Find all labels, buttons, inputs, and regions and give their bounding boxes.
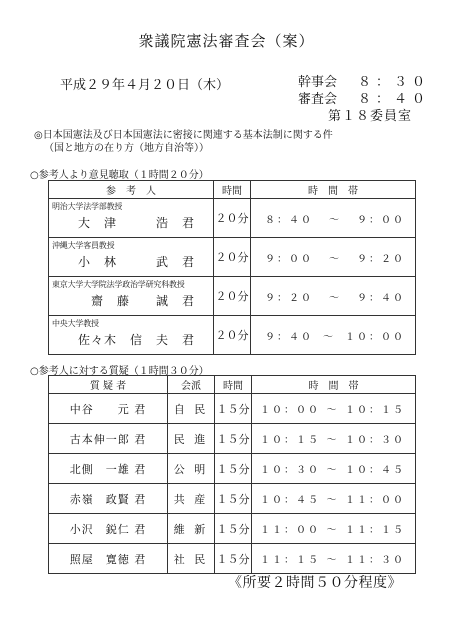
slot-separator: ～ bbox=[326, 435, 339, 446]
meeting-room: 第１８委員室 bbox=[327, 109, 412, 124]
questioner-party: 社 民 bbox=[168, 544, 215, 574]
questioner-slot bbox=[252, 544, 416, 574]
total-duration-note: 《所要２時間５０分程度》 bbox=[228, 575, 402, 591]
witness-cell bbox=[49, 316, 214, 355]
slot-separator: ～ bbox=[326, 495, 339, 506]
witness-cell bbox=[49, 199, 214, 238]
witness-row bbox=[49, 238, 416, 277]
questioner-duration: １５分 bbox=[215, 424, 252, 454]
slot-start: １０：３０ bbox=[260, 465, 320, 476]
header-duration: 時間 bbox=[214, 181, 251, 199]
questioner-name: 小沢 鋭仁 君 bbox=[49, 514, 168, 544]
witness-slot bbox=[251, 316, 416, 355]
header-slot: 時 間 帯 bbox=[252, 376, 416, 394]
slot-separator: ～ bbox=[329, 292, 341, 304]
questioner-party: 公 明 bbox=[168, 454, 215, 484]
questioner-party: 共 産 bbox=[168, 484, 215, 514]
questioning-table bbox=[48, 375, 416, 574]
slot-separator: ～ bbox=[329, 253, 341, 265]
witness-name: 大 津 浩 君 bbox=[77, 216, 195, 230]
time-slot bbox=[251, 211, 415, 226]
time-slot bbox=[252, 551, 415, 566]
meeting-schedule bbox=[298, 74, 430, 125]
slot-separator: ～ bbox=[326, 525, 339, 536]
header-person: 参 考 人 bbox=[49, 181, 214, 199]
witness-duration: ２０分 bbox=[214, 199, 251, 238]
questioner-slot bbox=[252, 424, 416, 454]
slot-start: ８：４０ bbox=[265, 214, 313, 226]
witness-name: 齋 藤 誠 君 bbox=[90, 294, 195, 308]
witness-name: 佐々木 信 夫 君 bbox=[77, 333, 195, 347]
witness-affiliation: 中央大学教授 bbox=[52, 319, 99, 328]
agenda-subject bbox=[34, 129, 333, 155]
slot-end: １０：１５ bbox=[345, 405, 405, 416]
slot-end: ９：２０ bbox=[357, 253, 405, 265]
time-slot bbox=[252, 521, 415, 536]
questioner-party: 自 民 bbox=[168, 394, 215, 424]
time-slot bbox=[252, 461, 415, 476]
slot-end: １１：００ bbox=[345, 495, 405, 506]
witness-slot bbox=[251, 199, 416, 238]
questioner-slot bbox=[252, 514, 416, 544]
agenda-subject-line2: （国と地方の在り方（地方自治等）） bbox=[44, 143, 209, 154]
kanjikai-time: ８：３０ bbox=[358, 75, 431, 90]
questioner-slot bbox=[252, 484, 416, 514]
slot-end: ９：００ bbox=[357, 214, 405, 226]
slot-start: ９：２０ bbox=[265, 292, 313, 304]
agenda-subject-line1: ◎日本国憲法及び日本国憲法に密接に関連する基本法制に関する件 bbox=[34, 130, 333, 141]
meeting-date: 平成２９年４月２０日（木） bbox=[60, 78, 230, 93]
questioner-row bbox=[49, 454, 416, 484]
slot-end: ９：４０ bbox=[357, 292, 405, 304]
kanjikai-label: 幹事会 bbox=[298, 75, 338, 90]
witness-row bbox=[49, 277, 416, 316]
slot-separator: ～ bbox=[326, 405, 339, 416]
slot-separator: ～ bbox=[323, 331, 335, 343]
time-slot bbox=[252, 401, 415, 416]
questioner-duration: １５分 bbox=[215, 454, 252, 484]
witness-table bbox=[48, 180, 416, 355]
questioner-duration: １５分 bbox=[215, 544, 252, 574]
shinsakai-time: ８：４０ bbox=[358, 92, 431, 107]
witness-row bbox=[49, 316, 416, 355]
shinsakai-row bbox=[298, 91, 430, 108]
header-party: 会派 bbox=[168, 376, 215, 394]
questioner-slot bbox=[252, 394, 416, 424]
questioner-name: 中谷 元 君 bbox=[49, 394, 168, 424]
witness-name: 小 林 武 君 bbox=[77, 255, 195, 269]
questioner-name: 北側 一雄 君 bbox=[49, 454, 168, 484]
questioner-duration: １５分 bbox=[215, 514, 252, 544]
section2-heading: ○参考人に対する質疑（１時間３０分） bbox=[30, 366, 209, 377]
witness-affiliation: 沖縄大学客員教授 bbox=[52, 241, 115, 250]
slot-end: １０：４５ bbox=[345, 465, 405, 476]
section1-heading: ○参考人より意見聴取（１時間２０分） bbox=[30, 170, 209, 181]
witness-row bbox=[49, 199, 416, 238]
time-slot bbox=[251, 250, 415, 265]
questioner-party: 維 新 bbox=[168, 514, 215, 544]
slot-separator: ～ bbox=[326, 465, 339, 476]
questioner-party: 民 進 bbox=[168, 424, 215, 454]
header-slot: 時 間 帯 bbox=[251, 181, 416, 199]
header-duration: 時間 bbox=[215, 376, 252, 394]
document-title: 衆議院憲法審査会（案） bbox=[138, 32, 315, 50]
slot-start: １１：１５ bbox=[260, 555, 320, 566]
witness-affiliation: 東京大学大学院法学政治学研究科教授 bbox=[52, 280, 185, 289]
witness-table-header bbox=[49, 181, 416, 199]
time-slot bbox=[252, 431, 415, 446]
header-questioner: 質 疑 者 bbox=[49, 376, 168, 394]
questioner-row bbox=[49, 514, 416, 544]
questioning-table-header bbox=[49, 376, 416, 394]
time-slot bbox=[252, 491, 415, 506]
slot-end: １０：３０ bbox=[345, 435, 405, 446]
witness-duration: ２０分 bbox=[214, 277, 251, 316]
slot-start: ９：００ bbox=[265, 253, 313, 265]
kanjikai-row bbox=[298, 74, 430, 91]
witness-slot bbox=[251, 277, 416, 316]
time-slot bbox=[251, 328, 415, 343]
slot-separator: ～ bbox=[326, 555, 339, 566]
witness-slot bbox=[251, 238, 416, 277]
slot-end: １１：３０ bbox=[345, 555, 405, 566]
questioner-row bbox=[49, 544, 416, 574]
questioner-name: 古本伸一郎 君 bbox=[49, 424, 168, 454]
questioner-row bbox=[49, 424, 416, 454]
witness-cell bbox=[49, 277, 214, 316]
questioner-name: 赤嶺 政賢 君 bbox=[49, 484, 168, 514]
slot-end: １０：００ bbox=[345, 331, 405, 343]
questioner-slot bbox=[252, 454, 416, 484]
questioner-duration: １５分 bbox=[215, 484, 252, 514]
slot-end: １１：１５ bbox=[345, 525, 405, 536]
slot-start: １０：１５ bbox=[260, 435, 320, 446]
slot-start: １０：４５ bbox=[260, 495, 320, 506]
slot-separator: ～ bbox=[329, 214, 341, 226]
slot-start: ９：４０ bbox=[265, 331, 313, 343]
witness-duration: ２０分 bbox=[214, 238, 251, 277]
questioner-row bbox=[49, 394, 416, 424]
questioner-row bbox=[49, 484, 416, 514]
witness-affiliation: 明治大学法学部教授 bbox=[52, 202, 123, 211]
shinsakai-label: 審査会 bbox=[298, 92, 338, 107]
witness-cell bbox=[49, 238, 214, 277]
slot-start: １１：００ bbox=[260, 525, 320, 536]
slot-start: １０：００ bbox=[260, 405, 320, 416]
questioner-name: 照屋 寛徳 君 bbox=[49, 544, 168, 574]
witness-duration: ２０分 bbox=[214, 316, 251, 355]
time-slot bbox=[251, 289, 415, 304]
questioner-duration: １５分 bbox=[215, 394, 252, 424]
